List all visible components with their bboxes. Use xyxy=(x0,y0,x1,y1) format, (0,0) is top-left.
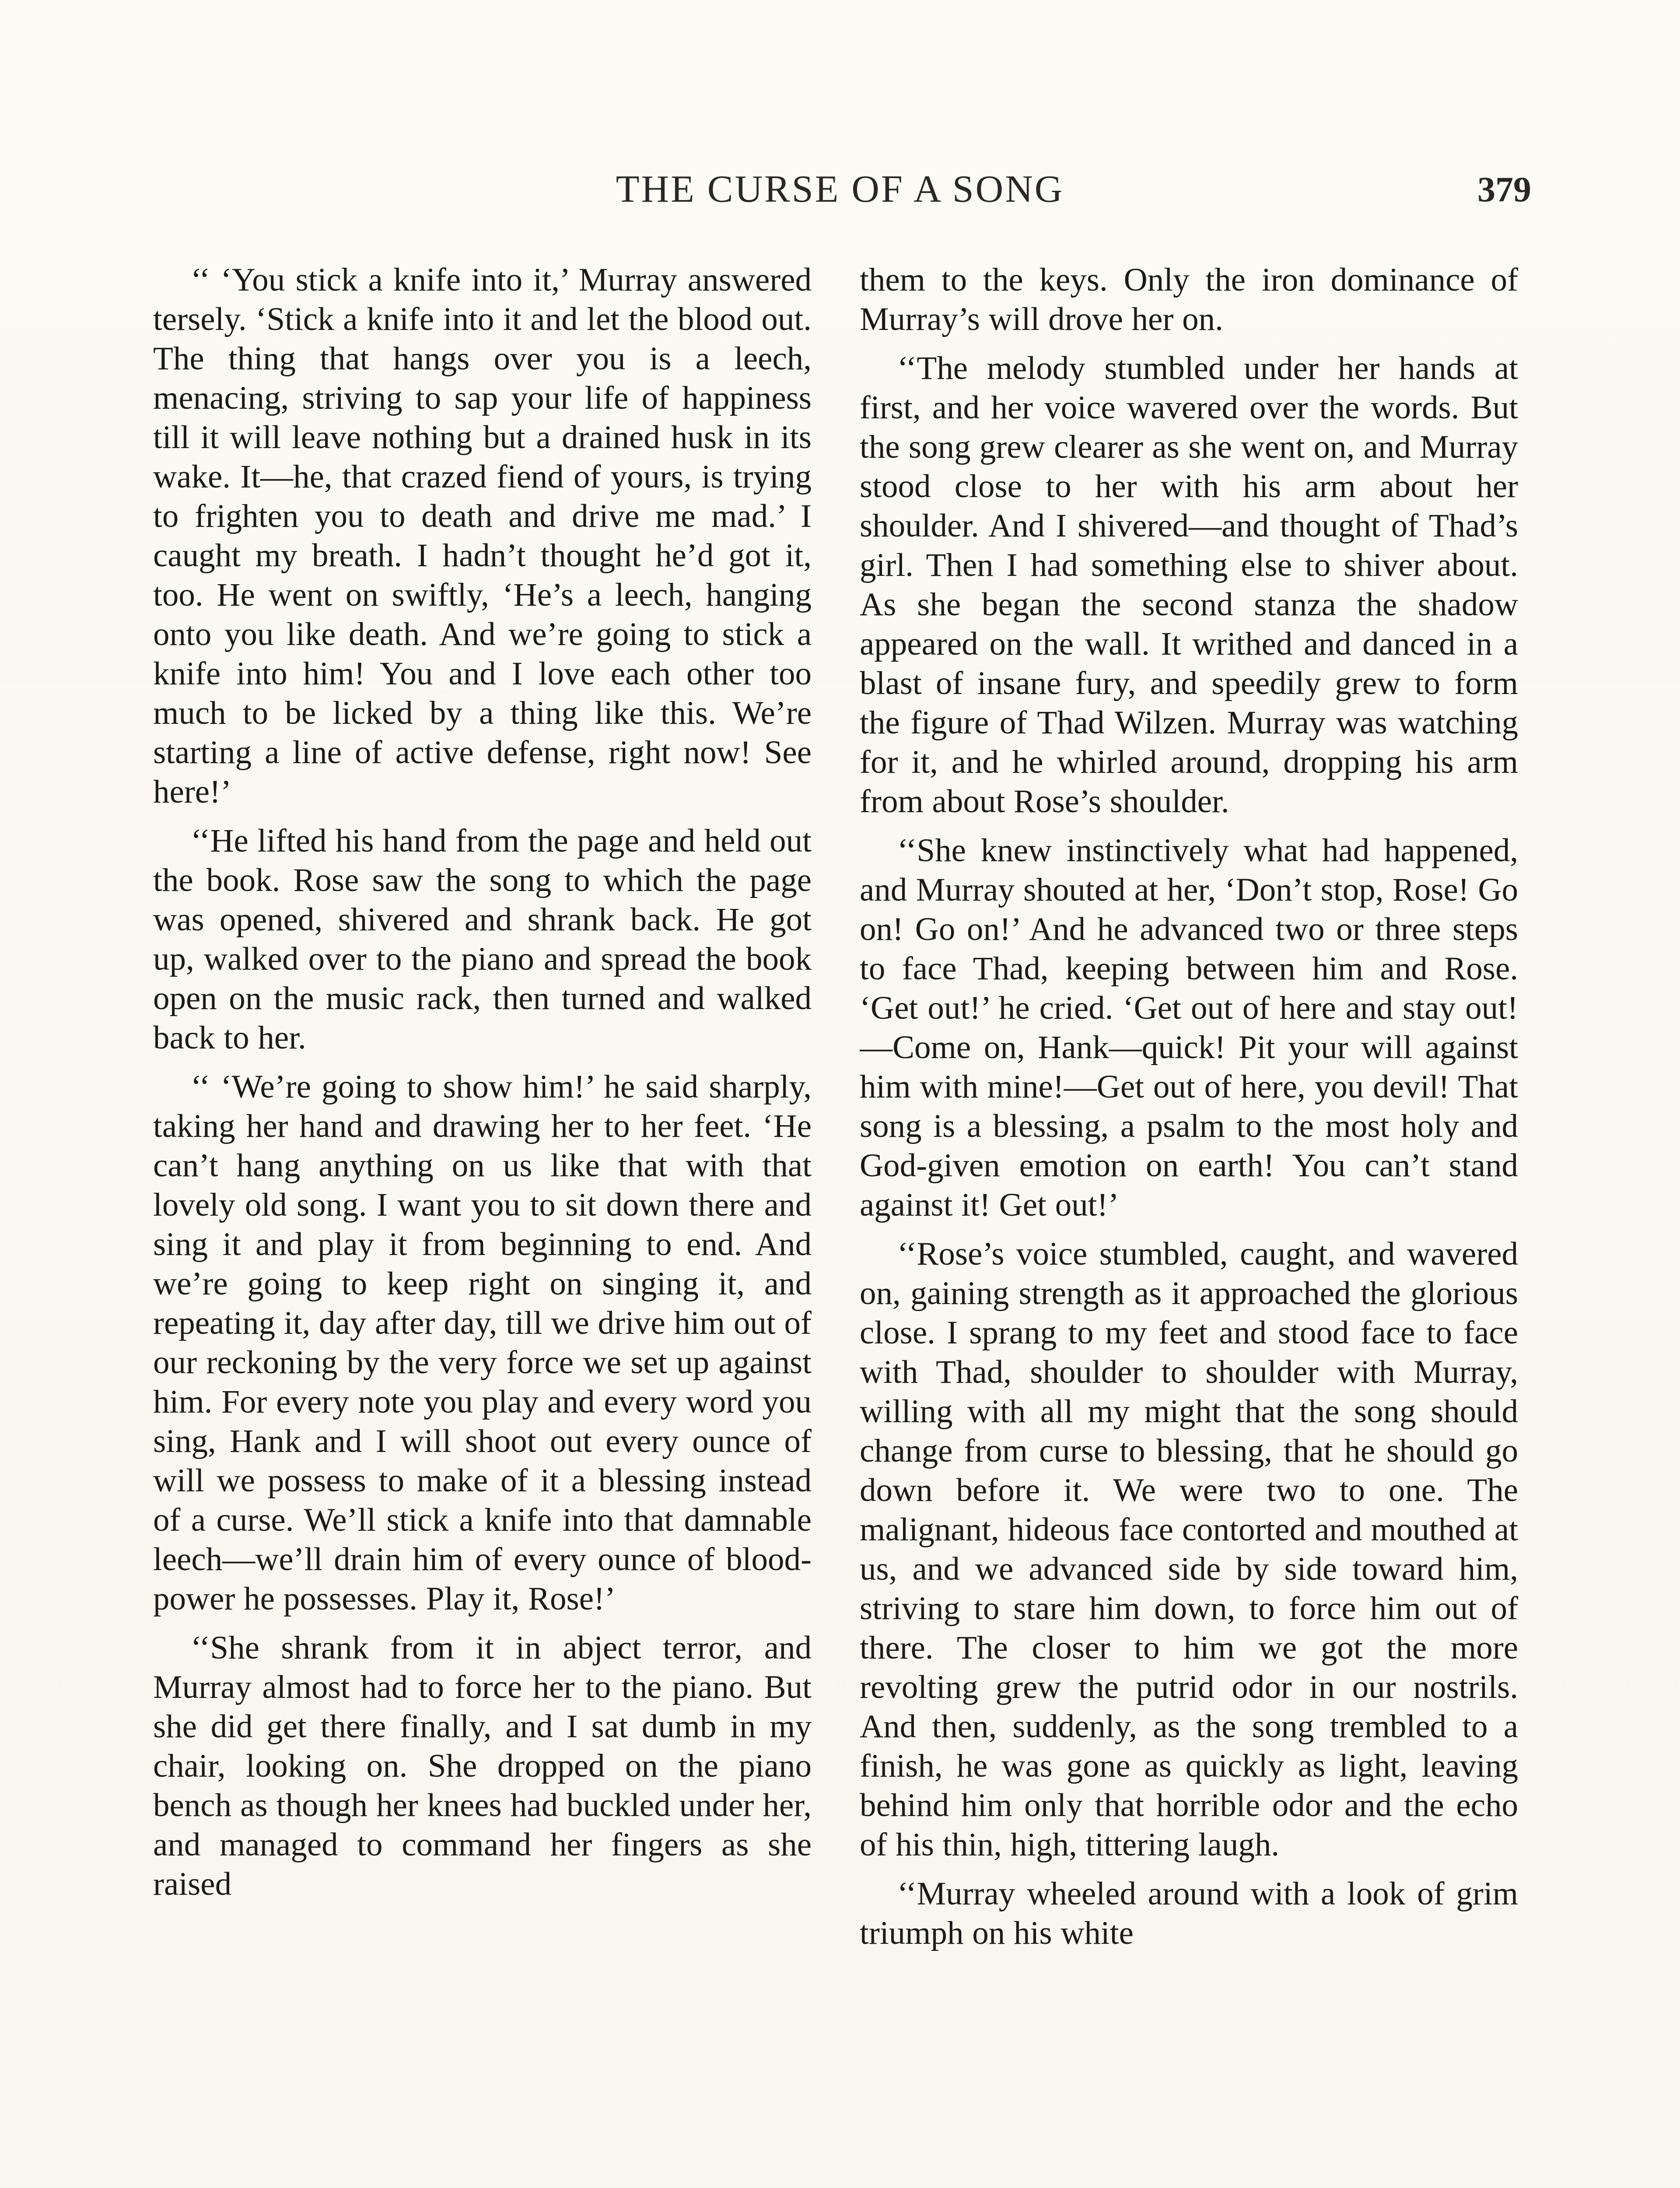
paragraph: ‘‘The melody stumbled under her hands at first, and her voice wavered over the words. But the song grew clearer as she went on, and Murray stood close to her with his arm about her shoulder. And I shivered—and thought of Thad’s girl. Then I had something else to shiver about. As she began the second stanza the shadow appeared on the wall. It writhed and danced in a blast of insane fury, and speedily grew to form the figure of Thad Wilzen. Murray was watching for it, and he whirled around, dropping his arm from about Rose’s shoulder. xyxy=(860,350,1518,820)
page-number: 379 xyxy=(1477,169,1531,209)
right-column xyxy=(860,260,1518,2188)
paragraph: ‘‘She knew instinctively what had happened, and Murray shouted at her, ‘Don’t stop, Rose! Go on! Go on!’ And he advanced two or three steps to face Thad, keeping between him and Rose. ‘Get out!’ he cried. ‘Get out of here and stay out!—Come on, Hank—quick! Pit your will against him with mine!—Get out of here, you devil! That song is a blessing, a psalm to the most holy and God-given emotion on earth! You can’t stand against it! Get out!’ xyxy=(860,832,1518,1223)
running-title: THE CURSE OF A SONG xyxy=(616,168,1064,210)
text-columns xyxy=(153,260,1518,2188)
paragraph: ‘‘ ‘You stick a knife into it,’ Murray answered tersely. ‘Stick a knife into it and let the blood out. The thing that hangs over you is a leech, menacing, striving to sap your life of happiness till it will leave nothing but a drained husk in its wake. It—he, that crazed fiend of yours, is trying to frighten you to death and drive me mad.’ I caught my breath. I hadn’t thought he’d got it, too. He went on swiftly, ‘He’s a leech, hanging onto you like death. And we’re going to stick a knife into him! You and I love each other too much to be licked by a thing like this. We’re starting a line of active defense, right now! See here!’ xyxy=(153,262,812,810)
paragraph: ‘‘Rose’s voice stumbled, caught, and wavered on, gaining strength as it approached the glorious close. I sprang to my feet and stood face to face with Thad, shoulder to shoulder with Murray, willing with all my might that the song should change from curse to blessing, that he should go down before it. We were two to one. The malignant, hideous face contorted and mouthed at us, and we advanced side by side toward him, striving to stare him down, to force him out of there. The closer to him we got the more revolting grew the putrid odor in our nostrils. And then, suddenly, as the song trembled to a finish, he was gone as quickly as light, leaving behind him only that horrible odor and the echo of his thin, high, tittering laugh. xyxy=(860,1236,1518,1863)
page-header xyxy=(149,165,1531,214)
paragraph: ‘‘He lifted his hand from the page and held out the book. Rose saw the song to which the page was opened, shivered and shrank back. He got up, walked over to the piano and spread the book open on the music rack, then turned and walked back to her. xyxy=(153,823,812,1056)
left-column xyxy=(153,260,812,2188)
paragraph: ‘‘ ‘We’re going to show him!’ he said sharply, taking her hand and drawing her to her feet. ‘He can’t hang anything on us like that with that lovely old song. I want you to sit down there and sing it and play it from beginning to end. And we’re going to keep right on singing it, and repeating it, day after day, till we drive him out of our reckoning by the very force we set up against him. For every note you play and every word you sing, Hank and I will shoot out every ounce of will we possess to make of it a blessing instead of a curse. We’ll stick a knife into that damnable leech—we’ll drain him of every ounce of blood-power he possesses. Play it, Rose!’ xyxy=(153,1069,812,1617)
paragraph: ‘‘She shrank from it in abject terror, and Murray almost had to force her to the piano. But she did get there finally, and I sat dumb in my chair, looking on. She dropped on the piano bench as though her knees had buckled under her, and managed to command her fingers as she raised xyxy=(153,1630,812,1902)
paragraph-continued: them to the keys. Only the iron dominance of Murray’s will drove her on. xyxy=(860,262,1518,337)
paragraph: ‘‘Murray wheeled around with a look of grim triumph on his white xyxy=(860,1876,1518,1951)
